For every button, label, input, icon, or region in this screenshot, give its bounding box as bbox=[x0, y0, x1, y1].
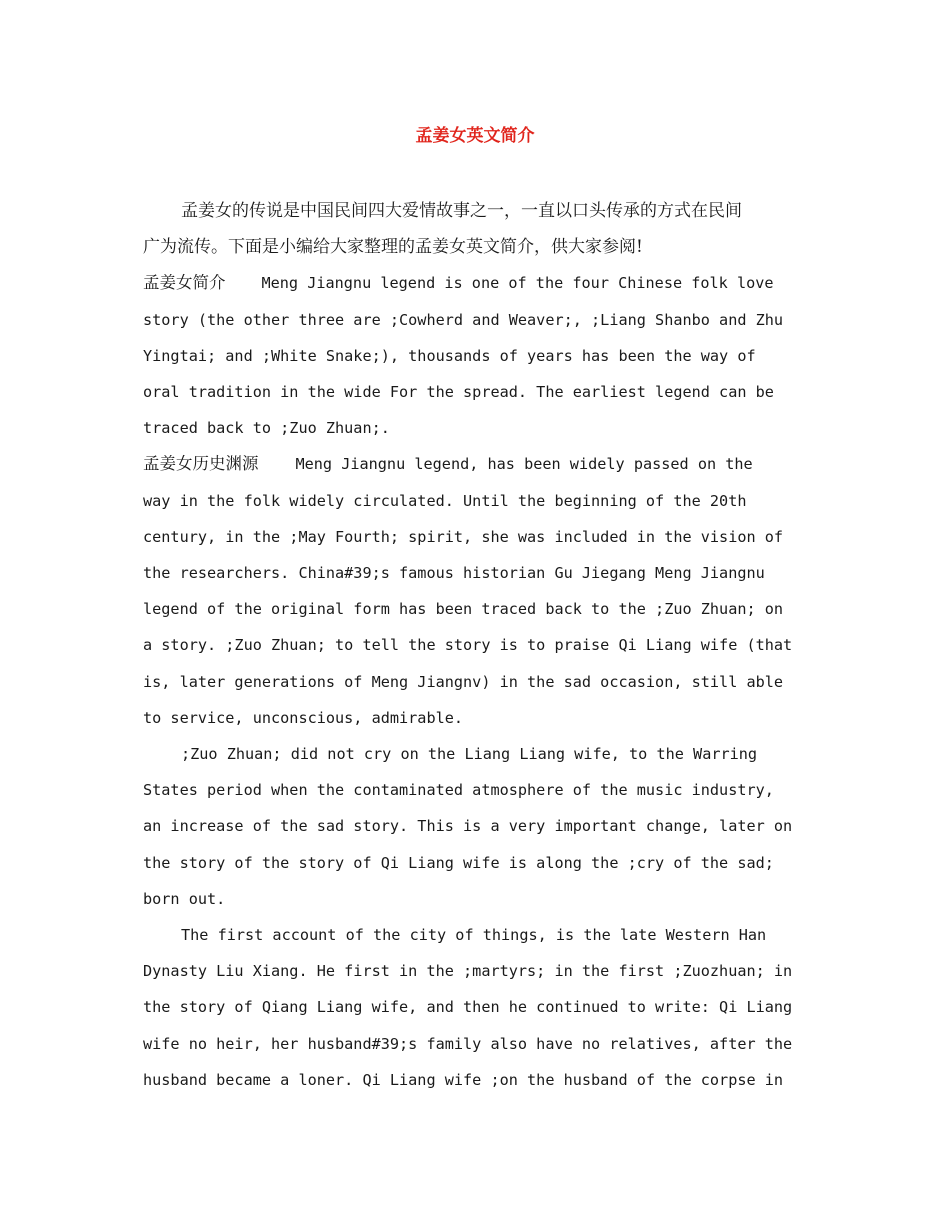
text-line: The first account of the city of things, is the late Western Han bbox=[181, 926, 767, 945]
intro-line: 孟姜女的传说是中国民间四大爱情故事之一，一直以口头传承的方式在民间 bbox=[181, 201, 742, 221]
section-first-line bbox=[143, 446, 808, 482]
document-title: 孟姜女英文简介 bbox=[415, 126, 535, 146]
text-line: husband became a loner. Qi Liang wife ;on the husband of the corpse in bbox=[143, 1070, 784, 1089]
text-line: oral tradition in the wide For the spread. The earliest legend can be bbox=[143, 383, 774, 402]
document-body bbox=[143, 193, 808, 1098]
text-line: Dynasty Liu Xiang. He first in the ;martyrs; in the first ;Zuozhuan; in bbox=[143, 962, 793, 981]
text-line: the story of Qiang Liang wife, and then he continued to write: Qi Liang bbox=[143, 998, 793, 1017]
text-line: a story. ;Zuo Zhuan; to tell the story is to praise Qi Liang wife (that bbox=[143, 636, 793, 655]
text-line: States period when the contaminated atmosphere of the music industry, bbox=[143, 781, 774, 800]
text-line: the story of the story of Qi Liang wife is along the ;cry of the sad; bbox=[143, 853, 774, 872]
text-line: wife no heir, her husband#39;s family also have no relatives, after the bbox=[143, 1034, 793, 1053]
text-line: ;Zuo Zhuan; did not cry on the Liang Liang wife, to the Warring bbox=[181, 745, 758, 764]
text-line: legend of the original form has been traced back to the ;Zuo Zhuan; on bbox=[143, 600, 784, 619]
text-line: Yingtai; and ;White Snake;), thousands of years has been the way of bbox=[143, 346, 756, 365]
intro-line: 广为流传。下面是小编给大家整理的孟姜女英文简介，供大家参阅! bbox=[143, 237, 643, 258]
text-line: is, later generations of Meng Jiangnv) in the sad occasion, still able bbox=[143, 672, 784, 691]
text-line: the researchers. China#39;s famous historian Gu Jiegang Meng Jiangnu bbox=[143, 564, 765, 583]
text-line: story (the other three are ;Cowherd and Weaver;, ;Liang Shanbo and Zhu bbox=[143, 310, 784, 329]
text-line: way in the folk widely circulated. Until the beginning of the 20th bbox=[143, 491, 747, 510]
section-heading-history: 孟姜女历史渊源 bbox=[143, 454, 259, 474]
text-line: century, in the ;May Fourth; spirit, she was included in the vision of bbox=[143, 527, 784, 546]
section-heading-intro: 孟姜女简介 bbox=[143, 273, 226, 293]
text-line: born out. bbox=[143, 889, 226, 908]
text-line: traced back to ;Zuo Zhuan;. bbox=[143, 419, 390, 438]
text-line: to service, unconscious, admirable. bbox=[143, 708, 464, 727]
text-line: Meng Jiangnu legend, has been widely passed on the bbox=[295, 455, 753, 474]
text-line: Meng Jiangnu legend is one of the four Chinese folk love bbox=[261, 274, 774, 293]
text-line: an increase of the sad story. This is a very important change, later on bbox=[143, 817, 793, 836]
section-first-line bbox=[143, 265, 808, 301]
